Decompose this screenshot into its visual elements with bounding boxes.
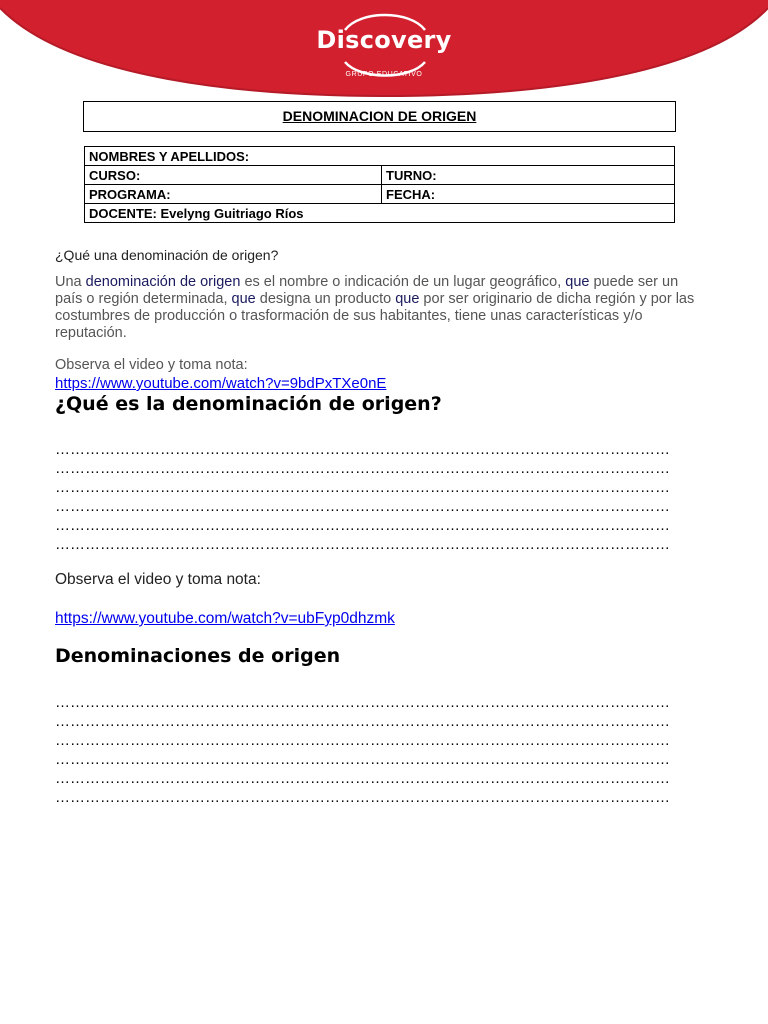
- answer-line[interactable]: ……………………………………………………………………………………………………………: [55, 713, 670, 730]
- question-heading: ¿Qué una denominación de origen?: [55, 247, 279, 263]
- para-text: Una: [55, 274, 86, 290]
- header-wave-shape: [0, 0, 768, 100]
- nombres-field[interactable]: NOMBRES Y APELLIDOS:: [85, 147, 675, 166]
- fecha-field[interactable]: FECHA:: [382, 185, 675, 204]
- answer-line[interactable]: ……………………………………………………………………………………………………………: [55, 751, 670, 768]
- answer-line[interactable]: ……………………………………………………………………………………………………………: [55, 732, 670, 749]
- answer-line[interactable]: ……………………………………………………………………………………………………………: [55, 536, 670, 553]
- header-banner: [0, 0, 768, 100]
- para-text: por ser originario de dicha región y por las costumbres de producción o trasformación de sus habitantes, tiene unas características y/o reputación.: [55, 291, 695, 341]
- section-heading-1: ¿Qué es la denominación de origen?: [55, 393, 442, 415]
- para-highlight: que: [565, 274, 590, 290]
- video-instruction-1: Observa el video y toma nota:: [55, 357, 248, 373]
- answer-line[interactable]: ……………………………………………………………………………………………………………: [55, 441, 670, 458]
- answer-line[interactable]: ……………………………………………………………………………………………………………: [55, 789, 670, 806]
- programa-field[interactable]: PROGRAMA:: [85, 185, 382, 204]
- para-highlight: que: [231, 291, 256, 307]
- section-heading-2: Denominaciones de origen: [55, 645, 341, 667]
- para-highlight: que: [395, 291, 420, 307]
- answer-line[interactable]: ……………………………………………………………………………………………………………: [55, 479, 670, 496]
- answer-lines-2[interactable]: [55, 693, 705, 807]
- answer-line[interactable]: ……………………………………………………………………………………………………………: [55, 770, 670, 787]
- video-link-2[interactable]: https://www.youtube.com/watch?v=ubFyp0dhzmk: [55, 610, 395, 627]
- para-text: designa un producto: [255, 291, 396, 307]
- logo-subtitle: GRUPO EDUCATIVO: [345, 71, 423, 78]
- para-text: puede ser un país o región determinada,: [55, 274, 679, 307]
- para-text: es el nombre o indicación de un lugar geográfico,: [240, 274, 566, 290]
- curso-field[interactable]: CURSO:: [85, 166, 382, 185]
- answer-line[interactable]: ……………………………………………………………………………………………………………: [55, 460, 670, 477]
- answer-line[interactable]: ……………………………………………………………………………………………………………: [55, 694, 670, 711]
- student-info-table: [84, 146, 675, 223]
- video-instruction-2: Observa el video y toma nota:: [55, 571, 261, 588]
- document-title: DENOMINACION DE ORIGEN: [83, 101, 676, 132]
- answer-line[interactable]: ……………………………………………………………………………………………………………: [55, 517, 670, 534]
- definition-paragraph: [55, 274, 705, 342]
- answer-line[interactable]: ……………………………………………………………………………………………………………: [55, 498, 670, 515]
- answer-lines-1[interactable]: [55, 440, 705, 554]
- para-term: denominación de origen: [85, 274, 241, 290]
- turno-field[interactable]: TURNO:: [382, 166, 675, 185]
- logo-wordmark: Discovery: [316, 26, 452, 54]
- docente-field: DOCENTE: Evelyng Guitriago Ríos: [85, 204, 675, 223]
- video-link-1[interactable]: https://www.youtube.com/watch?v=9bdPxTXe0nE: [55, 375, 387, 392]
